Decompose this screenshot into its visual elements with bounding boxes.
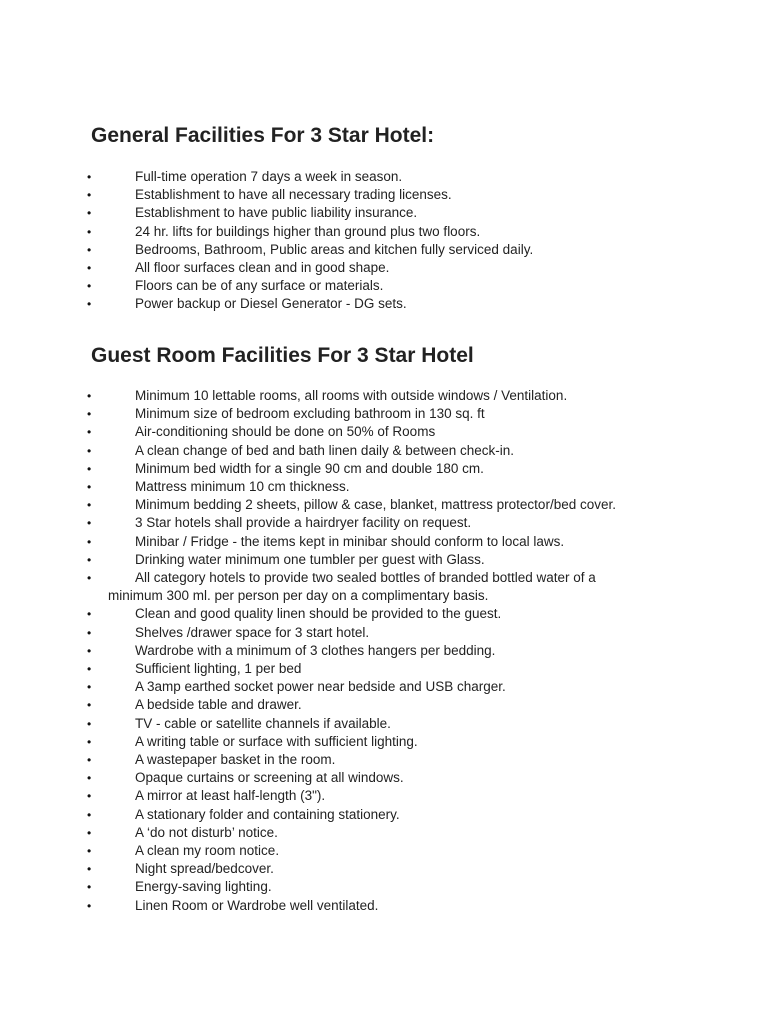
list-item-text: All floor surfaces clean and in good shape. [135,260,390,276]
bullet-icon: • [87,825,92,840]
list-item-text: Mattress minimum 10 cm thickness. [135,479,350,495]
list-item [0,460,768,478]
list-item [0,241,768,259]
bullet-icon: • [87,807,92,822]
list-item-text-continuation: minimum 300 ml. per person per day on a complimentary basis. [108,588,489,604]
bullet-icon: • [87,242,92,257]
bullet-icon: • [87,443,92,458]
list-item-text: Sufficient lighting, 1 per bed [135,661,302,677]
bullet-icon: • [87,625,92,640]
list-item [0,787,768,805]
list-item [0,842,768,860]
list-item [0,605,768,623]
list-item [0,387,768,405]
list-item [0,824,768,842]
list-item-text: A clean change of bed and bath linen daily & between check-in. [135,442,515,458]
bullet-icon: • [87,734,92,749]
list-item-text: Minimum bed width for a single 90 cm and double 180 cm. [135,460,484,476]
bullet-icon: • [87,389,92,403]
general-facilities-list [0,168,768,314]
list-item [0,733,768,751]
bullet-icon: • [87,716,92,731]
list-item [0,878,768,896]
list-item [0,277,768,295]
list-item [0,514,768,532]
list-item-text: Drinking water minimum one tumbler per guest with Glass. [135,551,485,567]
bullet-icon: • [87,224,92,239]
list-item-text: Shelves /drawer space for 3 start hotel. [135,624,370,640]
bullet-icon: • [87,607,92,622]
list-item [0,696,768,714]
bullet-icon: • [87,480,92,495]
list-item-text: Opaque curtains or screening at all windows. [135,770,404,786]
list-item [0,569,768,605]
list-item [0,642,768,660]
list-item [0,442,768,460]
bullet-icon: • [87,862,92,877]
list-item-text: A mirror at least half-length (3"). [135,788,326,804]
list-item-text: Establishment to have public liability insurance. [135,205,418,221]
list-item-text-line: All category hotels to provide two sealed bottles of branded bottled water of a [135,570,596,586]
list-item-text: 3 Star hotels shall provide a hairdryer facility on request. [135,515,472,531]
list-item-text [108,569,728,605]
list-item [0,624,768,642]
bullet-icon: • [87,898,92,913]
list-item-text: Night spread/bedcover. [135,861,274,877]
bullet-icon: • [87,771,92,786]
list-item-text: Power backup or Diesel Generator - DG sets. [135,296,407,312]
list-item-text: A stationary folder and containing stationery. [135,806,400,822]
list-item-text: TV - cable or satellite channels if available. [135,715,391,731]
bullet-icon: • [87,516,92,531]
bullet-icon: • [87,425,92,440]
list-item-text: 24 hr. lifts for buildings higher than ground plus two floors. [135,223,481,239]
list-item-text: Full-time operation 7 days a week in season. [135,169,403,184]
bullet-icon: • [87,261,92,276]
list-item [0,678,768,696]
list-item [0,769,768,787]
guest-room-facilities-list [0,387,768,915]
list-item [0,551,768,569]
bullet-icon: • [87,680,92,695]
list-item [0,168,768,186]
list-item [0,897,768,915]
bullet-icon: • [87,279,92,294]
bullet-icon: • [87,407,92,422]
bullet-icon: • [87,297,92,312]
list-item-text: Minimum bedding 2 sheets, pillow & case, blanket, mattress protector/bed cover. [135,497,616,513]
list-item-text: Minimum 10 lettable rooms, all rooms with outside windows / Ventilation. [135,388,568,403]
list-item-text: Minimum size of bedroom excluding bathroom in 130 sq. ft [135,406,485,422]
list-item [0,295,768,313]
list-item-text: Floors can be of any surface or materials. [135,278,384,294]
list-item-text: Establishment to have all necessary trading licenses. [135,187,452,203]
bullet-icon: • [87,643,92,658]
list-item [0,751,768,769]
list-item [0,186,768,204]
list-item [0,478,768,496]
bullet-icon: • [87,170,92,184]
list-item-text: A clean my room notice. [135,843,280,859]
list-item [0,259,768,277]
list-item [0,806,768,824]
bullet-icon: • [87,188,92,203]
list-item [0,405,768,423]
list-item-text: A bedside table and drawer. [135,697,302,713]
list-item [0,660,768,678]
list-item-text: Bedrooms, Bathroom, Public areas and kitchen fully serviced daily. [135,241,534,257]
bullet-icon: • [87,844,92,859]
bullet-icon: • [87,789,92,804]
guest-room-facilities-heading: Guest Room Facilities For 3 Star Hotel [91,344,474,367]
bullet-icon: • [87,461,92,476]
list-item [0,223,768,241]
list-item-text: Energy-saving lighting. [135,879,272,895]
list-item-text: A 3amp earthed socket power near bedside and USB charger. [135,679,506,695]
bullet-icon: • [87,534,92,549]
bullet-icon: • [87,552,92,567]
list-item [0,423,768,441]
bullet-icon: • [87,753,92,768]
list-item-text: Minibar / Fridge - the items kept in minibar should conform to local laws. [135,533,565,549]
list-item-text: A ‘do not disturb’ notice. [135,824,278,840]
list-item [0,204,768,222]
bullet-icon: • [87,571,92,586]
list-item [0,860,768,878]
general-facilities-heading: General Facilities For 3 Star Hotel: [91,124,435,147]
bullet-icon: • [87,698,92,713]
list-item-text: Clean and good quality linen should be provided to the guest. [135,606,502,622]
list-item-text: A wastepaper basket in the room. [135,752,336,768]
bullet-icon: • [87,498,92,513]
bullet-icon: • [87,662,92,677]
list-item [0,496,768,514]
list-item-text: A writing table or surface with sufficient lighting. [135,733,418,749]
list-item [0,533,768,551]
list-item [0,715,768,733]
list-item-text: Wardrobe with a minimum of 3 clothes hangers per bedding. [135,642,496,658]
bullet-icon: • [87,206,92,221]
bullet-icon: • [87,880,92,895]
list-item-text: Linen Room or Wardrobe well ventilated. [135,897,379,913]
list-item-text: Air-conditioning should be done on 50% of Rooms [135,424,436,440]
